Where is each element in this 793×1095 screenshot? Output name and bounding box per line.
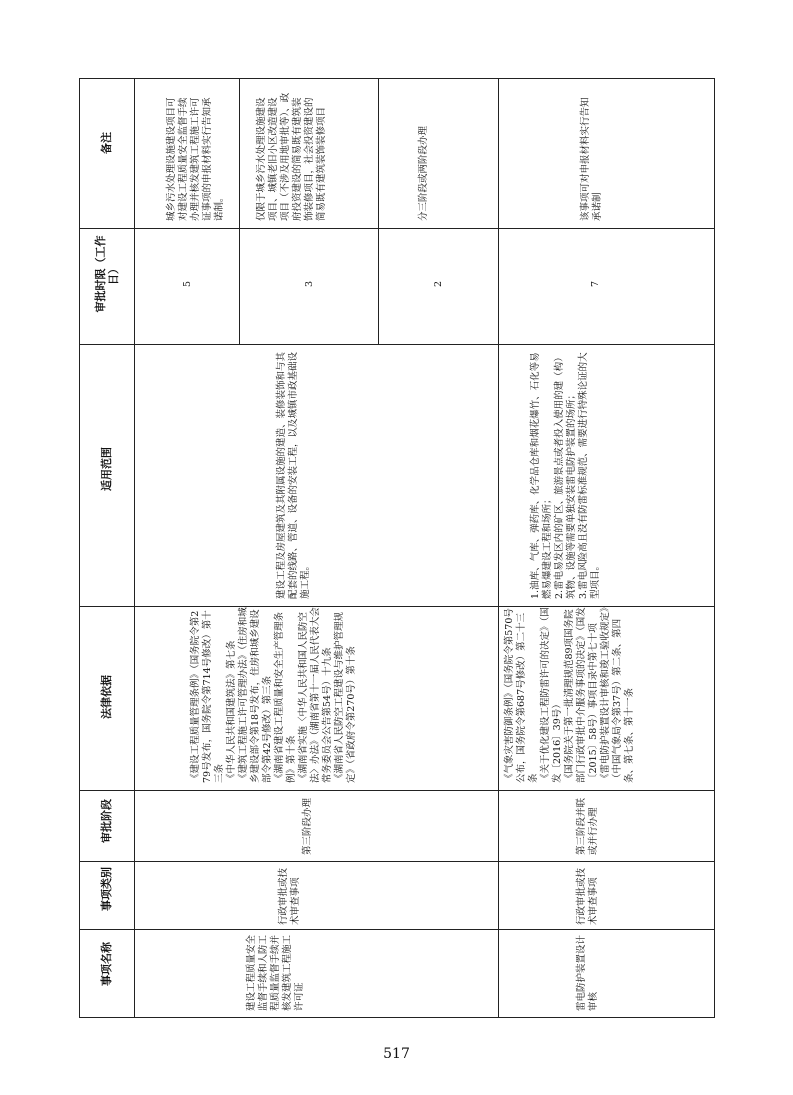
row33-name-text: 建设工程质量安全监督手续和人防工程质量监督手续并核发建筑工程施工许可证: [246, 934, 305, 1011]
approval-table-rotated: [79, 78, 715, 1018]
row34-scope: 1.油库、气库、弹药库、化学品仓库和烟花爆竹、石化等易燃易爆建设工程和场所； 2.雷电易发区内的矿区、旅游景点或者投入使用的建（构）筑物、设施等需要单独安装雷电防护装置的场所； 3.雷电风险高且没有防雷标准规范、需要进行特殊论证的大型项目。: [530, 352, 601, 599]
subrow-line: [239, 79, 240, 344]
row33-type-text: 行政审批或技术审查事项: [278, 867, 301, 925]
hdr-limit: 审批时限（工作日）: [94, 235, 120, 313]
row34-limit: 7: [590, 280, 601, 288]
col-line: [80, 790, 714, 791]
row34-type-text: 行政审批或技术审查事项: [576, 867, 599, 925]
hdr-type: 事项类别: [100, 867, 113, 911]
row33-basis-text: 《建设工程质量管理条例》（国务院令第279号发布，国务院令第714号修改）第十三条 《中华人民共和国建筑法》第七条 《建筑工程施工许可管理办法》（住房和城乡建设部令第18号发布，住房和城乡建设部令第42号修改）第三条 《湖南省建设工程质量和安全生产管理条例》第十条 《湖南省实施〈中华人民共和国人民防空法〉办法》（湖南省第十一届人民代表大会常务委员会公告第54号）十九条 《湖南省人民防空工程建设与维护管理规定》（省政府令第270号）第十条: [190, 607, 357, 783]
hdr-stage: 审批阶段: [100, 799, 113, 843]
page-number: 517: [383, 1046, 410, 1062]
col-line: [80, 861, 714, 862]
col-line: [80, 228, 714, 229]
row34-remark: 该事项可对申报材料实行告知承诺制: [580, 97, 603, 221]
hdr-name: 事项名称: [100, 942, 113, 986]
row34-name-text: 雷电防护装置设计审核: [576, 934, 599, 1011]
row33-limit-c: 2: [433, 280, 444, 288]
hdr-basis: 法律依据: [100, 675, 113, 719]
hdr-scope: 适用范围: [100, 447, 113, 491]
row33-remark-a: 城乡污水处理设施建设项目可对建设工程质量安全监督手续办理并核发建筑工程施工许可证事项的申报材料实行告知承诺制。: [166, 97, 225, 221]
row33-stage-text: 第三阶段办理: [302, 797, 313, 855]
row33-scope: 建设工程及房屋建筑及其附属设施的建造、装修装饰和与其配套的线路、管道、设备的安装工程，以及城镇市政基础设施工程。: [276, 351, 311, 599]
col-line: [80, 929, 714, 930]
row33-limit-b: 3: [304, 280, 315, 288]
row34-stage-text: 第三阶段并联或并行办理: [576, 797, 599, 855]
col-line: [80, 344, 714, 345]
row-line: [134, 79, 135, 1017]
row33-remark-b: 仅限于城乡污水处理设施建设项目、城镇老旧小区改造建设项目（不涉及用地审批等）、政府投资建设的简易既有建筑装饰装修项目，社会投资建设的简易既有建筑装饰装修项目: [256, 92, 327, 221]
row-line: [498, 79, 499, 1017]
row33-remark-c: 分三阶段或两阶段办理: [418, 125, 429, 221]
row34-basis-text: 《气象灾害防御条例》（国务院令第570号公布，国务院令第687号修改）第二十三条 《关于优化建设工程防雷许可的决定》（国发〔2016〕39号） 《国务院关于第一批清理规范89项国务院部门行政审批中介服务事项的决定》（国发〔2015〕58号）事项目录中第七十项 《雷电防护装置设计审核和竣工验收规定》（中国气象局令第37号）第二条、第四条、第七条、第十一条: [504, 607, 635, 783]
subrow-line: [378, 79, 379, 344]
hdr-remark: 备注: [100, 132, 113, 154]
row33-limit-a: 5: [182, 280, 193, 288]
